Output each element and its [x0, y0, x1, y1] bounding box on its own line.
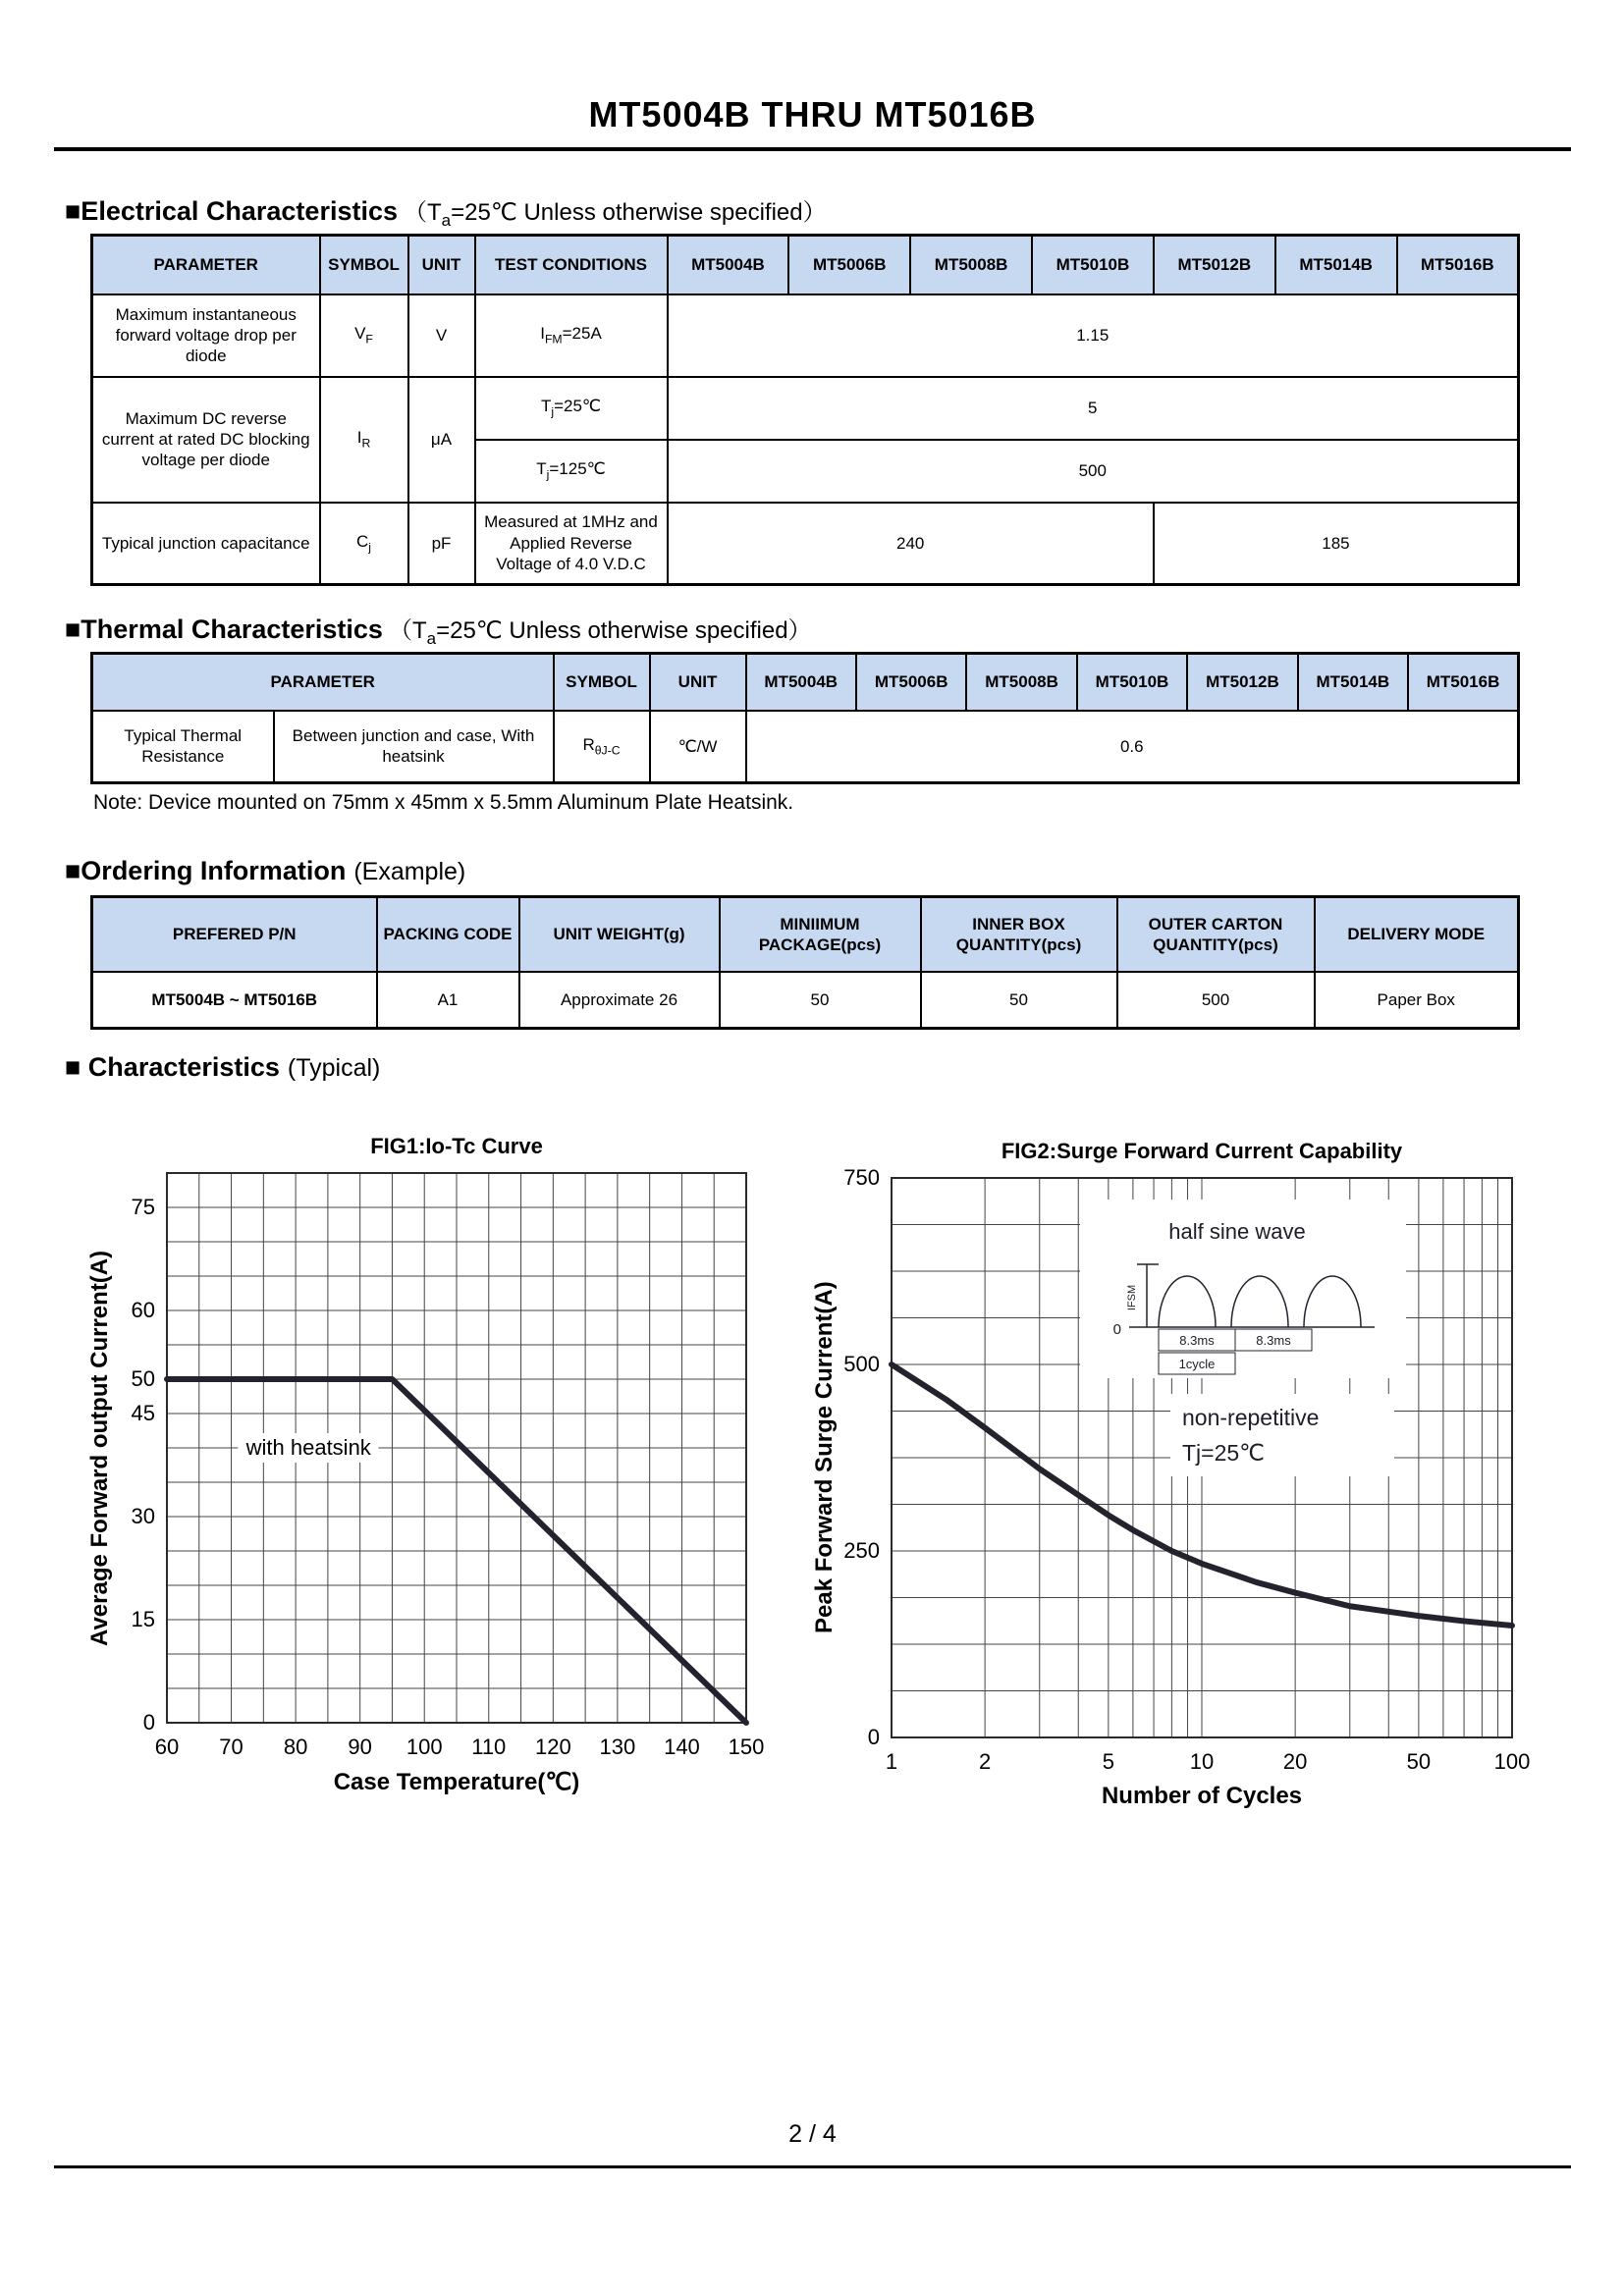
y-tick-label: 0: [867, 1725, 880, 1749]
x-tick-label: 110: [471, 1735, 507, 1759]
col-header-parameter: PARAMETER: [92, 236, 320, 294]
table-row-vf: [92, 294, 1519, 377]
col-header-inner-box-quantity: INNER BOX QUANTITY(pcs): [921, 897, 1117, 972]
characteristics-heading-name: ■ Characteristics: [65, 1052, 280, 1082]
y-axis-title: Peak Forward Surge Current(A): [811, 1281, 838, 1634]
ir-test-condition-125c: $T_j=125℃$: [475, 440, 668, 503]
pulse1-duration-label: 8.3ms: [1179, 1333, 1215, 1348]
thermal-heading-condition: （$T_a=25℃$ Unless otherwise specified）: [388, 617, 812, 648]
col-header-mt5012b: MT5012B: [1154, 236, 1275, 294]
ir-value-25c: 5: [668, 377, 1519, 440]
ordering-heading-suffix: (Example): [353, 858, 466, 885]
x-tick-label: 70: [219, 1735, 244, 1759]
cj-parameter: Typical junction capacitance: [92, 503, 320, 585]
inset-zero-label: 0: [1112, 1321, 1121, 1338]
col-header-mt5016b: MT5016B: [1408, 654, 1518, 711]
x-tick-label: 1: [885, 1749, 898, 1774]
characteristics-heading-suffix: (Typical): [287, 1054, 381, 1082]
heatsink-note: Note: Device mounted on 75mm x 45mm x 5.5mm Aluminum Plate Heatsink.: [93, 791, 794, 814]
title-divider: [54, 147, 1571, 151]
thermal-heading-name: ■Thermal Characteristics: [65, 614, 383, 644]
thermal-parameter-detail: Between junction and case, With heatsink: [274, 711, 554, 783]
col-header-symbol: SYMBOL: [320, 236, 408, 294]
col-header-mt5006b: MT5006B: [856, 654, 966, 711]
thermal-characteristics-table: [90, 652, 1520, 784]
ordering-header-row: [92, 897, 1519, 972]
col-header-mt5010b: MT5010B: [1077, 654, 1187, 711]
vf-value: 1.15: [668, 294, 1519, 377]
col-header-mt5016b: MT5016B: [1397, 236, 1519, 294]
vf-symbol: $V_F$: [320, 294, 408, 377]
col-header-prefered-pn: PREFERED P/N: [92, 897, 377, 972]
x-axis-title: Number of Cycles: [1101, 1783, 1303, 1809]
y-tick-label: 750: [843, 1165, 880, 1190]
cj-unit: pF: [408, 503, 475, 585]
ir-unit: μA: [408, 377, 475, 503]
ordering-section-heading: [65, 856, 465, 886]
table-row-thermal-resistance: [92, 711, 1519, 783]
col-header-mt5010b: MT5010B: [1032, 236, 1154, 294]
x-tick-label: 120: [534, 1735, 571, 1759]
note-line-1: non-repetitive: [1182, 1405, 1320, 1430]
y-tick-label: 15: [131, 1607, 155, 1631]
x-tick-label: 2: [979, 1749, 992, 1774]
ordering-data-row: [92, 972, 1519, 1029]
col-header-packing-code: PACKING CODE: [377, 897, 519, 972]
ifsm-axis-label: IFSM: [1126, 1284, 1138, 1311]
x-tick-label: 100: [406, 1735, 443, 1759]
col-header-unit: UNIT: [650, 654, 746, 711]
col-header-mt5004b: MT5004B: [746, 654, 856, 711]
col-header-mt5008b: MT5008B: [910, 236, 1032, 294]
col-header-delivery-mode: DELIVERY MODE: [1315, 897, 1519, 972]
y-tick-label: 75: [131, 1195, 155, 1219]
y-tick-label: 60: [131, 1298, 155, 1322]
thermal-unit: ℃/W: [650, 711, 746, 783]
note-line-2: Tj=25℃: [1182, 1440, 1266, 1466]
pulse2-duration-label: 8.3ms: [1256, 1333, 1291, 1348]
ordering-delivery-mode: Paper Box: [1315, 972, 1519, 1029]
figure-title: FIG2:Surge Forward Current Capability: [1001, 1139, 1403, 1163]
fig2-canvas: [785, 1070, 1583, 1826]
col-header-parameter: PARAMETER: [92, 654, 554, 711]
col-header-unit: UNIT: [408, 236, 475, 294]
ordering-outer-carton-quantity: 500: [1117, 972, 1315, 1029]
vf-test-condition: $I_{FM}=25A$: [475, 294, 668, 377]
inset-caption: half sine wave: [1168, 1219, 1306, 1244]
ordering-heading-name: ■Ordering Information: [65, 856, 347, 885]
col-header-mt5006b: MT5006B: [788, 236, 910, 294]
col-header-outer-carton-quantity: OUTER CARTON QUANTITY(pcs): [1117, 897, 1315, 972]
col-header-test-conditions: TEST CONDITIONS: [475, 236, 668, 294]
col-header-minimum-package: MINIIMUM PACKAGE(pcs): [720, 897, 921, 972]
y-tick-label: 45: [131, 1401, 155, 1425]
x-tick-label: 140: [664, 1735, 700, 1759]
thermal-section-heading: [65, 611, 812, 649]
y-tick-label: 0: [142, 1710, 155, 1735]
electrical-heading-condition: （$T_a=25℃$ Unless otherwise specified）: [404, 199, 827, 230]
x-tick-label: 20: [1282, 1749, 1308, 1774]
x-tick-label: 50: [1406, 1749, 1432, 1774]
electrical-header-row: [92, 236, 1519, 294]
thermal-value: 0.6: [746, 711, 1519, 783]
ordering-part-range: MT5004B ~ MT5016B: [92, 972, 377, 1029]
x-tick-label: 90: [348, 1735, 372, 1759]
col-header-mt5014b: MT5014B: [1275, 236, 1397, 294]
x-tick-label: 150: [728, 1735, 765, 1759]
table-row-cj: [92, 503, 1519, 585]
cj-value-185: 185: [1154, 503, 1519, 585]
electrical-characteristics-table: [90, 234, 1520, 586]
x-tick-label: 100: [1493, 1749, 1531, 1774]
y-tick-label: 250: [843, 1538, 880, 1563]
figure-title: FIG1:Io-Tc Curve: [370, 1134, 543, 1158]
cycle-label: 1cycle: [1178, 1357, 1216, 1371]
ir-parameter: Maximum DC reverse current at rated DC blocking voltage per diode: [92, 377, 320, 503]
table-row-ir-25c: [92, 377, 1519, 440]
y-tick-label: 500: [843, 1352, 880, 1376]
x-tick-label: 130: [599, 1735, 636, 1759]
ordering-unit-weight: Approximate 26: [519, 972, 720, 1029]
page-number: 2 / 4: [788, 2120, 837, 2148]
with-heatsink-annotation: with heatsink: [239, 1433, 379, 1463]
cj-test-condition: Measured at 1MHz and Applied Reverse Voltage of 4.0 V.D.C: [475, 503, 668, 585]
col-header-mt5008b: MT5008B: [966, 654, 1076, 711]
ordering-inner-box-quantity: 50: [921, 972, 1117, 1029]
x-tick-label: 5: [1102, 1749, 1114, 1774]
electrical-section-heading: [65, 192, 827, 231]
ordering-packing-code: A1: [377, 972, 519, 1029]
col-header-symbol: SYMBOL: [554, 654, 650, 711]
vf-parameter: Maximum instantaneous forward voltage drop per diode: [92, 294, 320, 377]
thermal-symbol: $R_{\theta J-C}$: [554, 711, 650, 783]
page-title: MT5004B THRU MT5016B: [588, 94, 1037, 134]
non-repetitive-note: [1170, 1394, 1394, 1476]
thermal-parameter-name: Typical Thermal Resistance: [92, 711, 274, 783]
fig1-io-tc-curve-chart: [29, 1070, 795, 1826]
x-axis-title: Case Temperature(℃): [333, 1769, 580, 1795]
cj-value-240: 240: [668, 503, 1154, 585]
x-tick-label: 60: [154, 1735, 180, 1759]
col-header-mt5004b: MT5004B: [668, 236, 789, 294]
ir-value-125c: 500: [668, 440, 1519, 503]
y-tick-label: 30: [131, 1504, 155, 1528]
x-tick-label: 80: [283, 1735, 308, 1759]
x-tick-label: 10: [1189, 1749, 1215, 1774]
footer-divider: [54, 2165, 1571, 2168]
col-header-mt5012b: MT5012B: [1187, 654, 1297, 711]
ir-test-condition-25c: $T_j=25℃$: [475, 377, 668, 440]
thermal-header-row: [92, 654, 1519, 711]
ir-symbol: $I_R$: [320, 377, 408, 503]
cj-symbol: $C_j$: [320, 503, 408, 585]
electrical-heading-name: ■Electrical Characteristics: [65, 196, 398, 226]
fig2-surge-current-chart: [785, 1070, 1583, 1826]
half-sine-wave-inset: [1080, 1200, 1406, 1378]
y-axis-title: Average Forward output Current(A): [86, 1250, 113, 1646]
ordering-minimum-package: 50: [720, 972, 921, 1029]
col-header-mt5014b: MT5014B: [1298, 654, 1408, 711]
ordering-information-table: [90, 895, 1520, 1030]
vf-unit: V: [408, 294, 475, 377]
col-header-unit-weight: UNIT WEIGHT(g): [519, 897, 720, 972]
y-tick-label: 50: [131, 1366, 155, 1391]
